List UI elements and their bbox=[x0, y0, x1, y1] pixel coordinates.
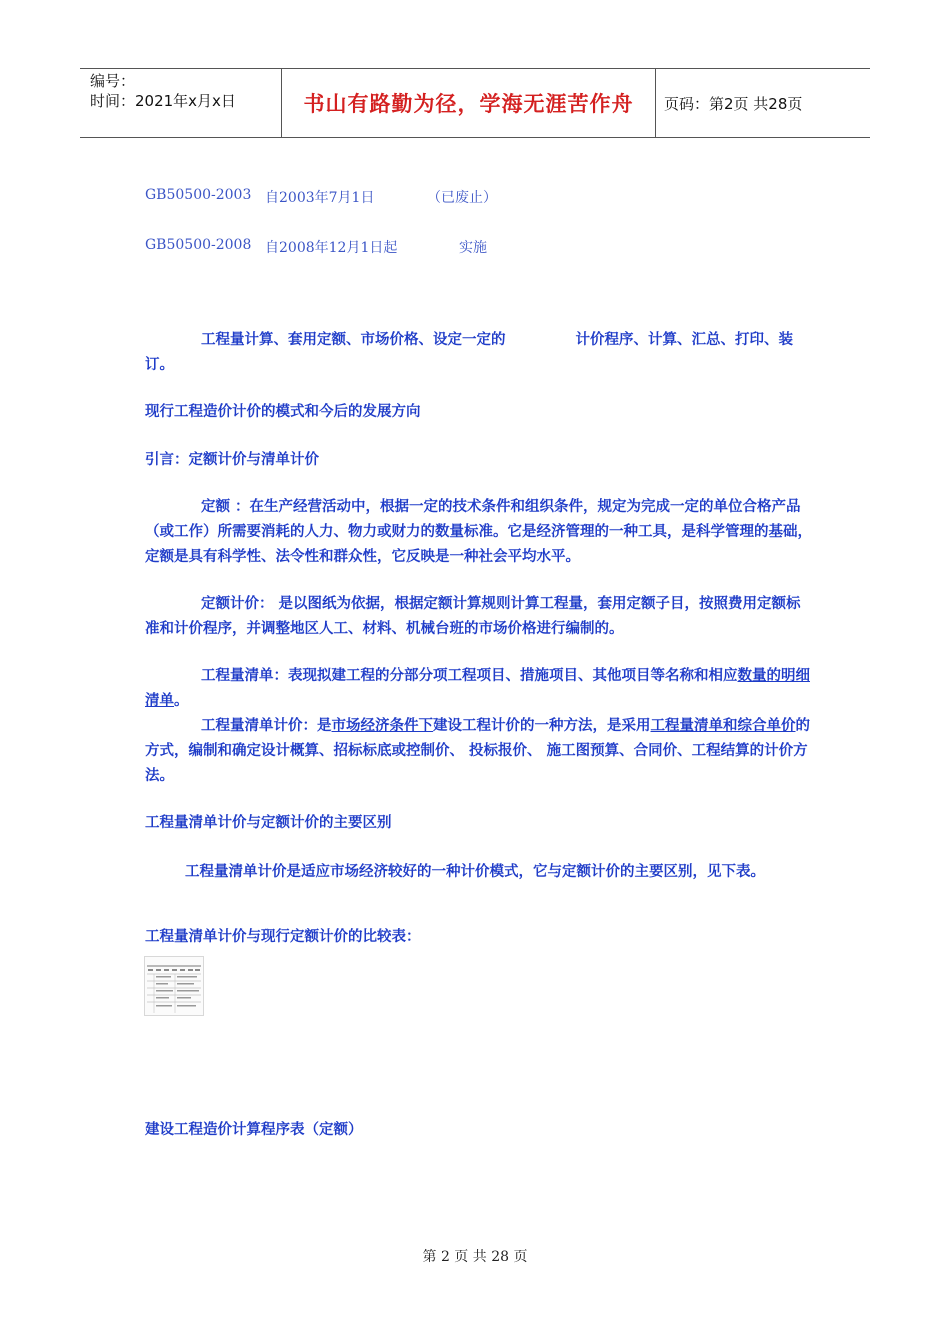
standard-code: GB50500-2003 bbox=[145, 187, 252, 203]
paragraph-differences: 工程量清单计价是适应市场经济较好的一种计价模式，它与定额计价的主要区别，见下表。 bbox=[185, 864, 765, 880]
workflow-text-b: 计价程序、计算、汇总、打印、装订。 bbox=[145, 332, 793, 373]
paragraph-quota-pricing: 定额计价： 是以图纸为依据，根据定额计算规则计算工程量，套用定额子目，按照费用定额标准和计价程序，并调整地区人工、材料、机械台班的市场价格进行编制的。 bbox=[145, 596, 801, 637]
heading-main-differences: 工程量清单计价与定额计价的主要区别 bbox=[145, 815, 392, 831]
paragraph-bill-of-quantities bbox=[145, 664, 815, 714]
bill-unit-price-link[interactable]: 工程量清单和综合单价 bbox=[650, 718, 796, 734]
header-page-info: 页码：第2页 共28页 bbox=[664, 95, 803, 113]
table-thumbnail-image bbox=[145, 957, 203, 1015]
header-meta bbox=[90, 71, 280, 111]
standard-code: GB50500-2008 bbox=[145, 237, 252, 253]
bill-end: 。 bbox=[174, 693, 189, 709]
page-header bbox=[80, 68, 870, 138]
heading-pricing-modes: 现行工程造价计价的模式和今后的发展方向 bbox=[145, 404, 421, 420]
bill-pricing-text-a: 工程量清单计价：是 bbox=[201, 718, 332, 734]
bill-pricing-text-c: 的方式，编制和确定设计概算、招标标底或控制价、 投标报价、 施工图预算、合同价、工程结算的计价方法。 bbox=[145, 718, 810, 784]
paragraph-bill-pricing bbox=[145, 714, 815, 789]
paragraph-workflow bbox=[145, 328, 815, 378]
standard-status: 实施 bbox=[459, 240, 487, 256]
heading-cost-procedure: 建设工程造价计算程序表（定额） bbox=[145, 1122, 363, 1138]
standard-date: 自2003年7月1日 bbox=[265, 190, 375, 206]
page-footer: 第 2 页 共 28 页 bbox=[422, 1249, 528, 1265]
comparison-table-thumbnail[interactable] bbox=[144, 956, 204, 1016]
bill-pricing-text-b: 建设工程计价的一种方法，是采用 bbox=[433, 718, 651, 734]
standard-status: （已废止） bbox=[427, 190, 497, 206]
paragraph-quota-definition: 定额 ：在生产经营活动中，根据一定的技术条件和组织条件，规定为完成一定的单位合格产品（或工作）所需要消耗的人力、物力或财力的数量标准。它是经济管理的一种工具，是科学管理的基础，定额是具有科学性、法令性和群众性，它反映是一种社会平均水平。 bbox=[145, 499, 812, 565]
heading-introduction: 引言：定额计价与清单计价 bbox=[145, 452, 319, 468]
market-economy-link[interactable]: 市场经济条件下 bbox=[331, 718, 433, 734]
bill-link[interactable]: 数量的明细清单 bbox=[145, 668, 810, 709]
bill-text: 工程量清单：表现拟建工程的分部分项工程项目、措施项目、其他项目等名称和相应 bbox=[201, 668, 738, 684]
standard-date: 自2008年12月1日起 bbox=[265, 240, 398, 256]
heading-comparison-table: 工程量清单计价与现行定额计价的比较表： bbox=[145, 929, 421, 945]
workflow-text-a: 工程量计算、套用定额、市场价格、设定一定的 bbox=[201, 332, 506, 348]
header-motto: 书山有路勤为径，学海无涯苦作舟 bbox=[281, 69, 656, 137]
number-label: 编号： bbox=[90, 72, 136, 90]
time-label: 时间：2021年x月x日 bbox=[90, 92, 236, 110]
